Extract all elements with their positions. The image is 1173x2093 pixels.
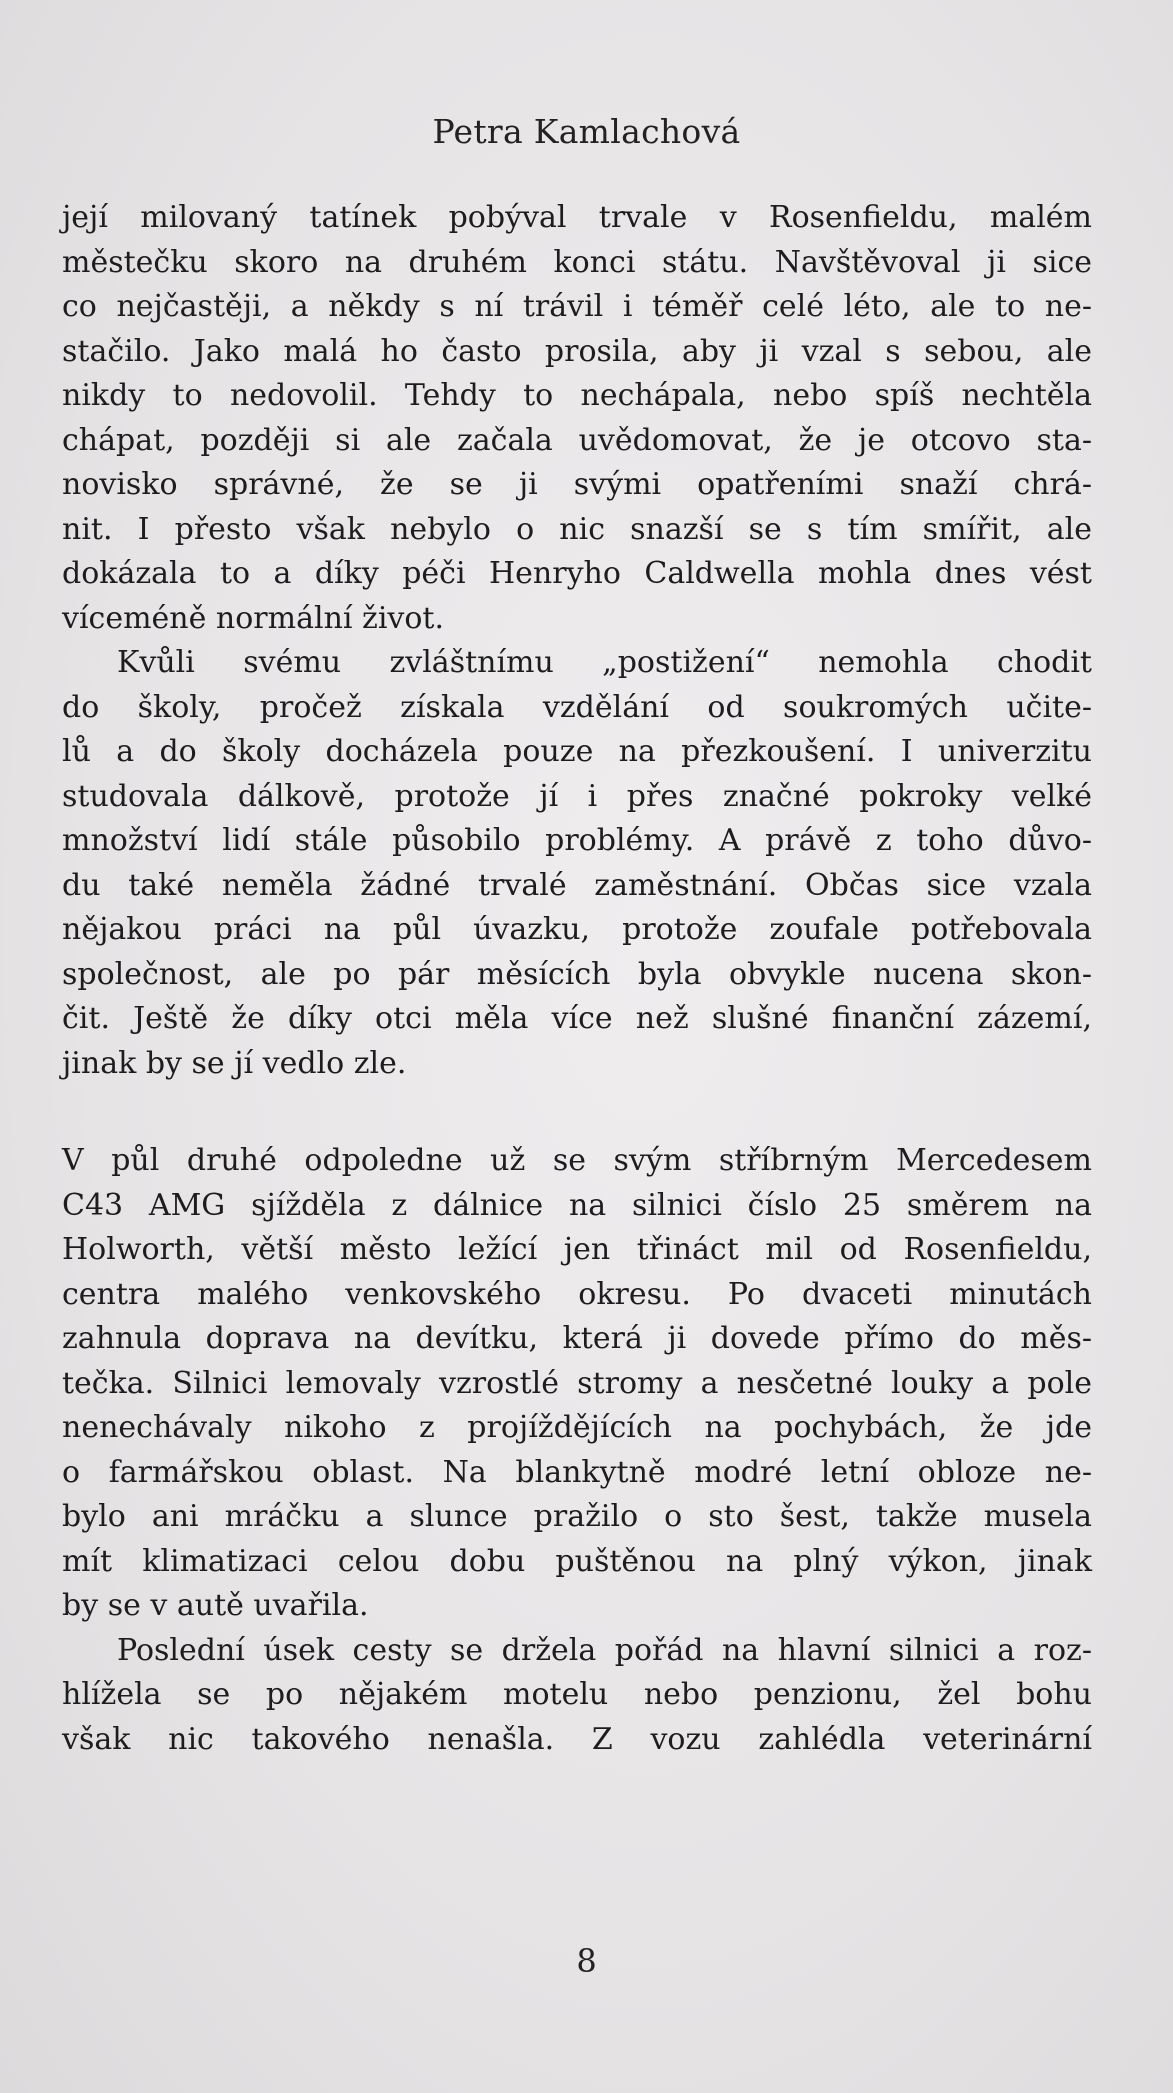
text-line: mít klimatizaci celou dobu puštěnou na plný výkon, jinak	[62, 1543, 1092, 1579]
text-line: nenechávaly nikoho z projíždějících na pochybách, že jde	[62, 1410, 1092, 1445]
text-line: bylo ani mráčku a slunce pražilo o sto šest, takže musela	[62, 1499, 1092, 1534]
text-line: množství lidí stále působilo problémy. A právě z toho důvo-	[62, 823, 1092, 858]
text-line: V půl druhé odpoledne už se svým stříbrným Mercedesem	[62, 1143, 1092, 1178]
text-line: Poslední úsek cesty se držela pořád na hlavní silnici a roz-	[117, 1632, 1092, 1668]
paragraph	[62, 1139, 1092, 1629]
text-line: nit. I přesto však nebylo o nic snazší se s tím smířit, ale	[62, 511, 1092, 547]
body-text	[62, 196, 1092, 1762]
paragraph	[62, 196, 1092, 641]
text-line: C43 AMG sjížděla z dálnice na silnici číslo 25 směrem na	[62, 1187, 1092, 1223]
paragraph	[62, 1629, 1092, 1763]
text-line: nikdy to nedovolil. Tehdy to nechápala, nebo spíš nechtěla	[62, 378, 1092, 413]
paragraph	[62, 641, 1092, 1086]
text-line: hlížela se po nějakém motelu nebo penzionu, žel bohu	[62, 1677, 1092, 1712]
text-line: tečka. Silnici lemovaly vzrostlé stromy a nesčetné louky a pole	[62, 1365, 1092, 1401]
running-head-author: Petra Kamlachová	[432, 112, 741, 151]
text-line: stačilo. Jako malá ho často prosila, aby ji vzal s sebou, ale	[62, 333, 1092, 369]
text-line: čit. Ještě že díky otci měla více než slušné finanční zázemí,	[62, 1001, 1092, 1036]
text-line: její milovaný tatínek pobýval trvale v Rosenfieldu, malém	[62, 200, 1092, 235]
text-line: jinak by se jí vedlo zle.	[62, 1045, 407, 1081]
text-line: studovala dálkově, protože jí i přes značné pokroky velké	[62, 778, 1092, 814]
text-line: centra malého venkovského okresu. Po dvaceti minutách	[62, 1276, 1092, 1312]
text-line: společnost, ale po pár měsících byla obvykle nucena skon-	[62, 956, 1092, 992]
text-line: novisko správné, že se ji svými opatřeními snaží chrá-	[62, 467, 1092, 502]
text-line: víceméně normální život.	[62, 600, 445, 636]
section-break	[62, 1086, 1092, 1139]
page-number: 8	[576, 1942, 597, 1980]
text-line: nějakou práci na půl úvazku, protože zoufale potřebovala	[62, 912, 1092, 947]
text-line: Holworth, větší město ležící jen třináct mil od Rosenfieldu,	[62, 1232, 1092, 1267]
text-line: městečku skoro na druhém konci státu. Navštěvoval ji sice	[62, 244, 1092, 280]
text-line: však nic takového nenašla. Z vozu zahlédla veterinární	[62, 1721, 1092, 1757]
text-line: do školy, pročež získala vzdělání od soukromých učite-	[62, 689, 1092, 725]
text-line: co nejčastěji, a někdy s ní trávil i téměř celé léto, ale to ne-	[62, 289, 1092, 324]
text-line: zahnula doprava na devítku, která ji dovede přímo do měs-	[62, 1321, 1092, 1356]
text-line: du také neměla žádné trvalé zaměstnání. Občas sice vzala	[62, 867, 1092, 903]
text-line: Kvůli svému zvláštnímu „postižení“ nemohla chodit	[117, 645, 1092, 680]
text-line: by se v autě uvařila.	[62, 1588, 369, 1623]
text-line: lů a do školy docházela pouze na přezkoušení. I univerzitu	[62, 734, 1092, 769]
text-line: o farmářskou oblast. Na blankytně modré letní obloze ne-	[62, 1454, 1092, 1490]
text-line: dokázala to a díky péči Henryho Caldwella mohla dnes vést	[62, 556, 1092, 591]
text-line: chápat, později si ale začala uvědomovat, že je otcovo sta-	[62, 422, 1092, 458]
